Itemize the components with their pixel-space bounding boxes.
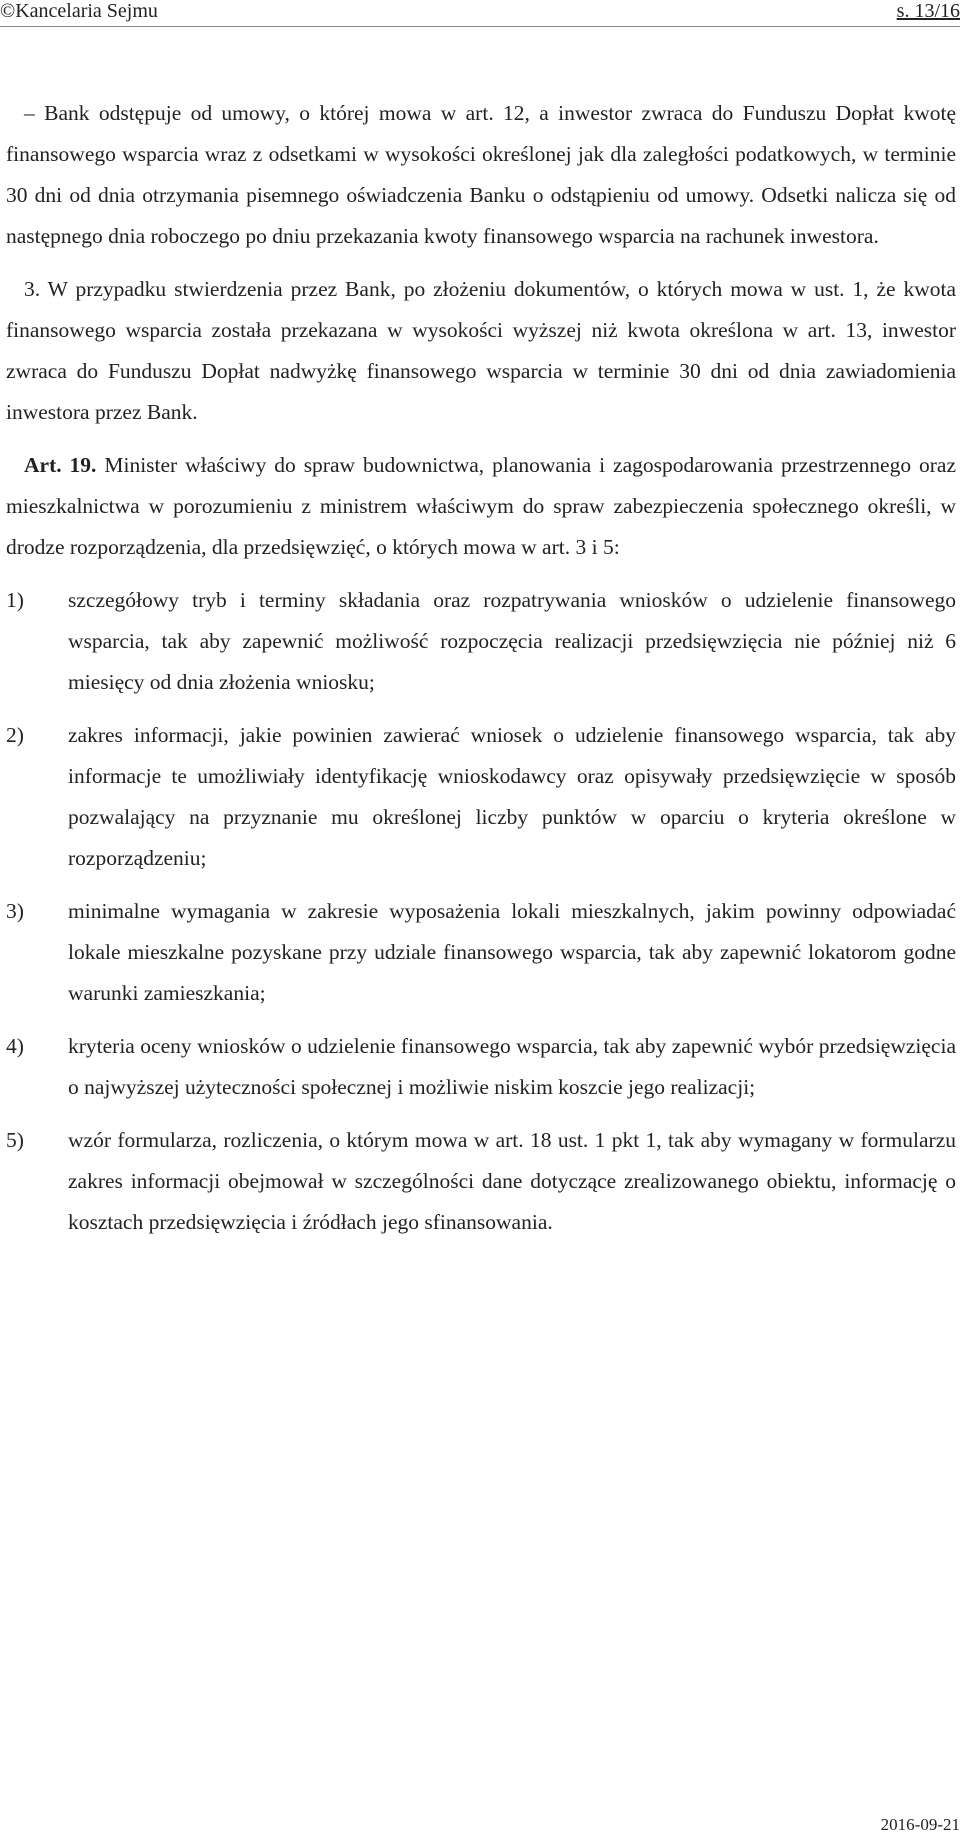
footer-date: 2016-09-21: [880, 1815, 960, 1834]
article-19-text: Minister właściwy do spraw budownictwa, planowania i zagospodarowania przestrzennego oraz mieszkalnictwa w porozumieniu z ministrem właściwym do spraw zabezpieczenia społecznego określi, w drodze rozporządzenia, dla przedsięwzięć, o których mowa w art. 3 i 5:: [6, 453, 956, 559]
header-page-number: s. 13/16: [896, 0, 960, 22]
list-item: [6, 580, 956, 703]
list-item-text: kryteria oceny wniosków o udzielenie finansowego wsparcia, tak aby zapewnić wybór przedsięwzięcia o najwyższej użyteczności społecznej i możliwie niskim koszcie jego realizacji;: [68, 1034, 956, 1099]
page-header: [0, 0, 960, 26]
article-19: [6, 445, 956, 568]
paragraph-withdrawal: – Bank odstępuje od umowy, o której mowa w art. 12, a inwestor zwraca do Funduszu Dopłat kwotę finansowego wsparcia wraz z odsetkami w wysokości określonej jak dla zaległości podatkowych, w terminie 30 dni od dnia otrzymania pisemnego oświadczenia Banku o odstąpieniu od umowy. Odsetki nalicza się od następnego dnia roboczego po dniu przekazania kwoty finansowego wsparcia na rachunek inwestora.: [6, 101, 956, 248]
list-item-number: 2): [6, 723, 24, 747]
list-item-text: minimalne wymagania w zakresie wyposażenia lokali mieszkalnych, jakim powinny odpowiadać lokale mieszkalne pozyskane przy udziale finansowego wsparcia, tak aby zapewnić lokatorom godne warunki zamieszkania;: [68, 899, 956, 1005]
article-19-label: Art. 19.: [24, 453, 97, 477]
list-item-text: wzór formularza, rozliczenia, o którym mowa w art. 18 ust. 1 pkt 1, tak aby wymagany w formularzu zakres informacji obejmował w szczególności dane dotyczące zrealizowanego obiektu, informację o kosztach przedsięwzięcia i źródłach jego sfinansowania.: [68, 1128, 956, 1234]
list-item-text: zakres informacji, jakie powinien zawierać wniosek o udzielenie finansowego wsparcia, tak aby informacje te umożliwiały identyfikację wnioskodawcy oraz opisywały przedsięwzięcie w sposób pozwalający na przyznanie mu określonej liczby punktów w oparciu o kryteria określone w rozporządzeniu;: [68, 723, 956, 870]
list-item: [6, 715, 956, 879]
list-item-number: 1): [6, 588, 24, 612]
list-item-number: 4): [6, 1034, 24, 1058]
list-item: [6, 1120, 956, 1243]
header-source: ©Kancelaria Sejmu: [0, 0, 158, 22]
header-rule: [0, 26, 960, 27]
list-item-number: 5): [6, 1128, 24, 1152]
paragraph-3: 3. W przypadku stwierdzenia przez Bank, po złożeniu dokumentów, o których mowa w ust. 1, że kwota finansowego wsparcia została przekazana w wysokości wyższej niż kwota określona w art. 13, inwestor zwraca do Funduszu Dopłat nadwyżkę finansowego wsparcia w terminie 30 dni od dnia zawiadomienia inwestora przez Bank.: [6, 277, 956, 424]
list-item-number: 3): [6, 899, 24, 923]
list-item: [6, 1026, 956, 1108]
list-item: [6, 891, 956, 1014]
list-item-text: szczegółowy tryb i terminy składania oraz rozpatrywania wniosków o udzielenie finansowego wsparcia, tak aby zapewnić możliwość rozpoczęcia realizacji przedsięwzięcia nie później niż 6 miesięcy od dnia złożenia wniosku;: [68, 588, 956, 694]
document-body: [6, 93, 956, 1255]
